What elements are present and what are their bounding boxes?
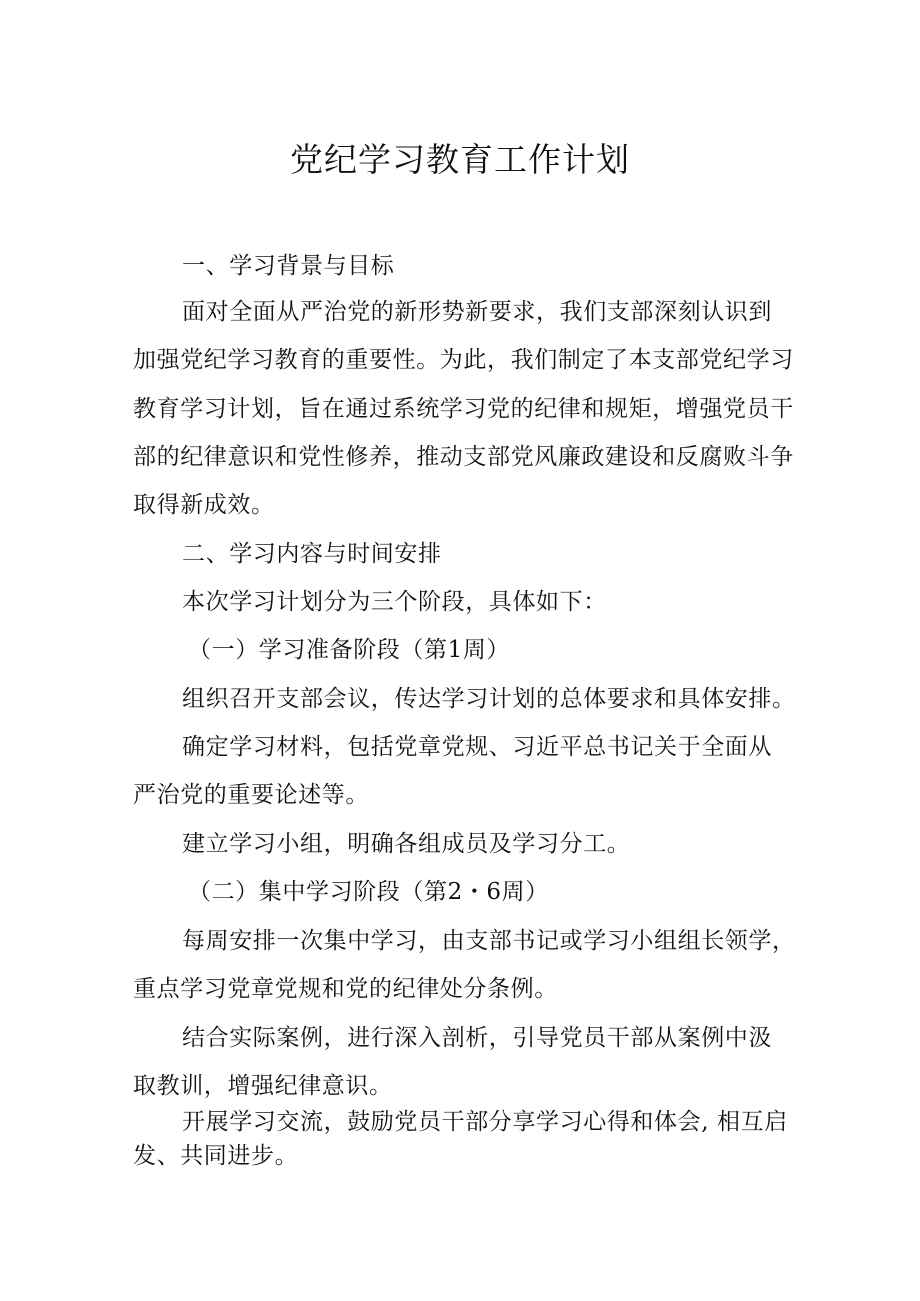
paragraph-line: 发、共同进步。 <box>133 1143 299 1169</box>
paragraph-line: 面对全面从严治党的新形势新要求，我们支部深刻认识到 <box>182 299 772 325</box>
paragraph-line: 本次学习计划分为三个阶段，具体如下： <box>182 589 607 615</box>
paragraph-line: 取教训，增强纪律意识。 <box>133 1073 393 1099</box>
paragraph-line: 取得新成效。 <box>133 492 275 518</box>
paragraph-line: 教育学习计划，旨在通过系统学习党的纪律和规矩，增强党员干 <box>133 396 794 422</box>
document-title: 党纪学习教育工作计划 <box>290 140 630 179</box>
paragraph-line: 重点学习党章党规和党的纪律处分条例。 <box>133 976 558 1002</box>
section-heading-1: 一、学习背景与目标 <box>182 253 395 279</box>
paragraph-line: 结合实际案例，进行深入剖析，引导党员干部从案例中汲 <box>182 1025 772 1051</box>
paragraph-line: 开展学习交流，鼓励党员干部分享学习心得和体会, 相互启 <box>182 1109 788 1135</box>
subsection-heading-2: （二）集中学习阶段（第2・6周） <box>188 879 549 905</box>
paragraph-line: 严治党的重要论述等。 <box>133 782 369 808</box>
subsection-heading-1: （一）学习准备阶段（第1周） <box>188 637 511 663</box>
paragraph-line: 确定学习材料，包括党章党规、习近平总书记关于全面从 <box>182 734 772 760</box>
paragraph-line: 组织召开支部会议，传达学习计划的总体要求和具体安排。 <box>182 686 796 712</box>
paragraph-line: 每周安排一次集中学习，由支部书记或学习小组组长领学， <box>182 928 796 954</box>
paragraph-line: 部的纪律意识和党性修养，推动支部党风廉政建设和反腐败斗争 <box>133 444 794 470</box>
section-heading-2: 二、学习内容与时间安排 <box>182 541 442 567</box>
paragraph-line: 建立学习小组，明确各组成员及学习分工。 <box>182 831 631 857</box>
paragraph-line: 加强党纪学习教育的重要性。为此，我们制定了本支部党纪学习 <box>133 347 794 373</box>
